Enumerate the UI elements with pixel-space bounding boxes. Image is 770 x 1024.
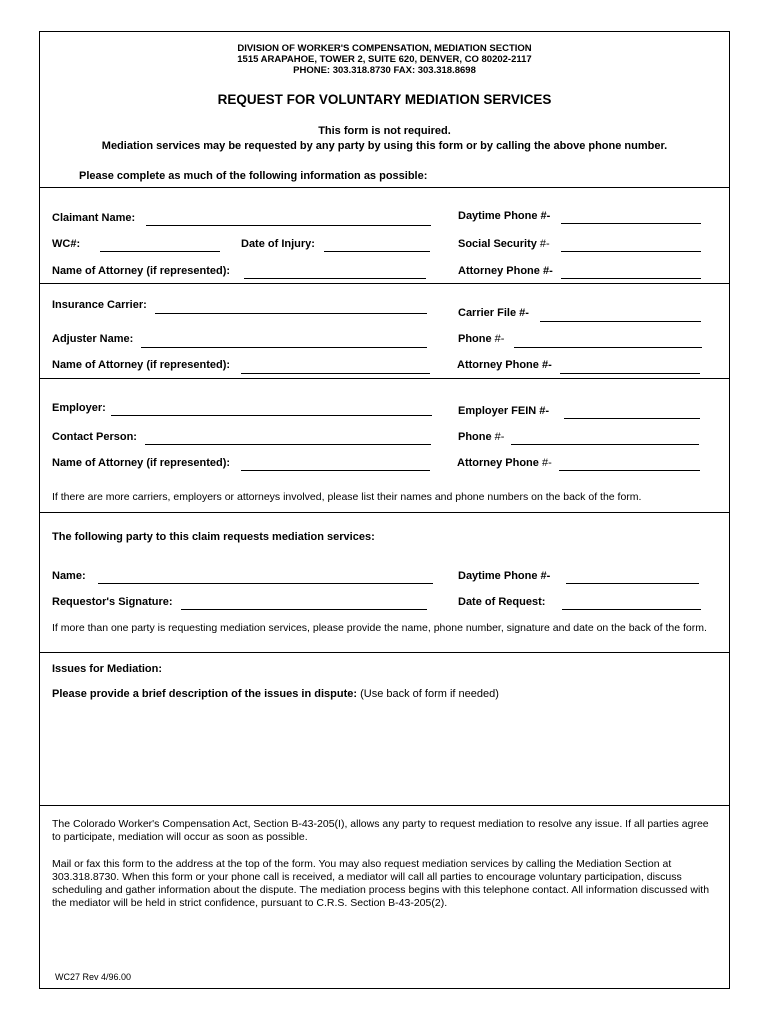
social-security-text: Social Security [458, 238, 537, 250]
adjuster-phone-suffix: #- [491, 333, 505, 345]
employer-attorney-phone-field[interactable] [559, 470, 700, 471]
date-of-injury-field[interactable] [324, 251, 430, 252]
issues-description-area[interactable] [52, 707, 712, 802]
employer-label: Employer: [52, 402, 106, 414]
requestor-signature-field[interactable] [181, 609, 427, 610]
act-paragraph: The Colorado Worker's Compensation Act, Section B-43-205(I), allows any party to request mediation to resolve any issue. If all parties agree to participate, mediation will occur as soon as possible. [52, 818, 709, 843]
not-required-text: This form is not required. [318, 125, 451, 137]
contact-person-label: Contact Person: [52, 431, 137, 443]
contact-person-field[interactable] [145, 444, 431, 445]
instructions-paragraph: Mail or fax this form to the address at the top of the form. You may also request mediation services by calling the Mediation Section at 303.318.8730. When this form or your phone call is received, a mediator will call all parties to encourage voluntary participation, discuss scheduling and gather information about the dispute. The mediation process begins with this telephone contact. All information discussed with the mediator will be held in strict confidence, pursuant to C.R.S. Section B-43-205(2). [52, 858, 710, 909]
social-security-field[interactable] [561, 251, 701, 252]
employer-fein-field[interactable] [564, 418, 700, 419]
adjuster-phone-field[interactable] [514, 347, 702, 348]
multiple-requestors-note: If more than one party is requesting mediation services, please provide the name, phone number, signature and date on the back of the form. [52, 622, 707, 634]
social-security-suffix: #- [536, 238, 550, 250]
carrier-file-field[interactable] [540, 321, 701, 322]
agency-name: DIVISION OF WORKER'S COMPENSATION, MEDIATION SECTION [237, 43, 532, 54]
issues-heading: Issues for Mediation: [52, 663, 163, 675]
daytime-phone-field[interactable] [561, 223, 701, 224]
form-title: REQUEST FOR VOLUNTARY MEDIATION SERVICES [217, 92, 552, 107]
adjuster-phone-text: Phone [458, 333, 492, 345]
employer-fein-label: Employer FEIN #- [458, 405, 550, 417]
date-of-request-label: Date of Request: [458, 596, 546, 608]
insurance-attorney-label: Name of Attorney (if represented): [52, 359, 231, 371]
social-security-label [458, 238, 550, 250]
claimant-attorney-label: Name of Attorney (if represented): [52, 265, 231, 277]
insurance-attorney-phone-label: Attorney Phone #- [457, 359, 552, 371]
wc-field[interactable] [100, 251, 220, 252]
wc-label: WC#: [52, 238, 81, 250]
divider [40, 283, 729, 284]
employer-phone-suffix: #- [491, 431, 505, 443]
claimant-attorney-phone-label: Attorney Phone #- [458, 265, 553, 277]
date-of-request-field[interactable] [562, 609, 701, 610]
employer-attorney-phone-label [457, 457, 552, 469]
insurance-attorney-field[interactable] [241, 373, 430, 374]
more-parties-note: If there are more carriers, employers or attorneys involved, please list their names and phone numbers on the back of the form. [52, 491, 642, 503]
employer-attorney-phone-suffix: #- [538, 457, 552, 469]
employer-phone-text: Phone [458, 431, 492, 443]
adjuster-name-label: Adjuster Name: [52, 333, 134, 345]
please-complete-text: Please complete as much of the following information as possible: [79, 170, 428, 182]
daytime-phone-label: Daytime Phone #- [458, 210, 551, 222]
employer-attorney-label: Name of Attorney (if represented): [52, 457, 231, 469]
date-of-injury-label: Date of Injury: [241, 238, 315, 250]
agency-address: 1515 ARAPAHOE, TOWER 2, SUITE 620, DENVER, CO 80202-2117 [237, 54, 532, 65]
adjuster-phone-label [458, 333, 504, 345]
divider [40, 378, 729, 379]
insurance-carrier-field[interactable] [155, 313, 427, 314]
adjuster-name-field[interactable] [141, 347, 427, 348]
employer-attorney-phone-text: Attorney Phone [457, 457, 539, 469]
requestor-name-label: Name: [52, 570, 86, 582]
employer-phone-field[interactable] [511, 444, 699, 445]
employer-attorney-field[interactable] [241, 470, 430, 471]
agency-phone-fax: PHONE: 303.318.8730 FAX: 303.318.8698 [293, 65, 476, 76]
form-frame [39, 31, 730, 989]
requestor-name-field[interactable] [98, 583, 433, 584]
claimant-attorney-field[interactable] [244, 278, 426, 279]
requestor-phone-field[interactable] [566, 583, 699, 584]
form-id: WC27 Rev 4/96.00 [55, 972, 132, 982]
divider [40, 805, 729, 806]
divider [40, 512, 729, 513]
employer-field[interactable] [111, 415, 432, 416]
claimant-attorney-phone-field[interactable] [561, 278, 701, 279]
requestor-heading: The following party to this claim requests mediation services: [52, 531, 375, 543]
issues-prompt-note: (Use back of form if needed) [357, 688, 499, 700]
requested-by-text: Mediation services may be requested by any party by using this form or by calling the above phone number. [101, 140, 668, 152]
requestor-phone-label: Daytime Phone #- [458, 570, 551, 582]
issues-prompt [52, 688, 499, 700]
insurance-attorney-phone-field[interactable] [560, 373, 700, 374]
insurance-carrier-label: Insurance Carrier: [52, 299, 147, 311]
divider [40, 652, 729, 653]
claimant-name-label: Claimant Name: [52, 212, 136, 224]
requestor-signature-label: Requestor's Signature: [52, 596, 173, 608]
claimant-name-field[interactable] [146, 225, 431, 226]
issues-prompt-bold: Please provide a brief description of the issues in dispute: [52, 688, 358, 700]
carrier-file-label: Carrier File #- [458, 307, 529, 319]
divider [40, 187, 729, 188]
employer-phone-label [458, 431, 504, 443]
